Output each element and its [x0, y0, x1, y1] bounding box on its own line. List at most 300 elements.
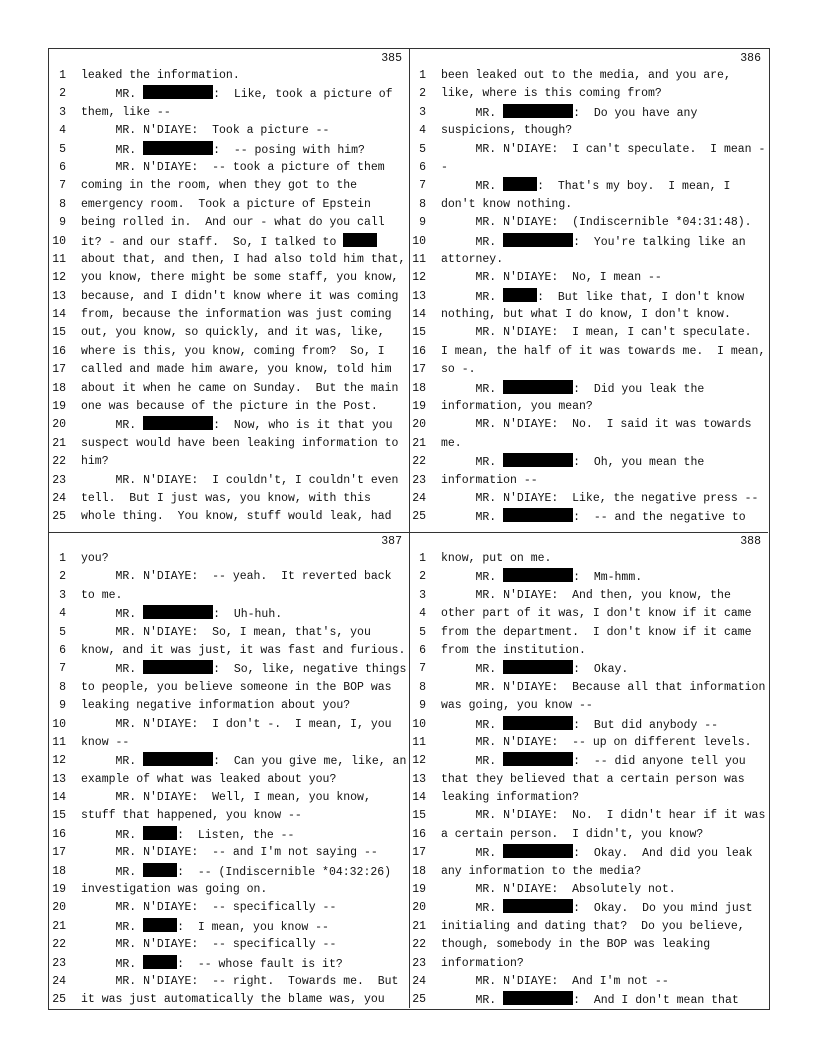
- transcript-page: [49, 49, 410, 533]
- line-number: 25: [52, 993, 66, 1007]
- line-number: 17: [412, 363, 426, 377]
- transcript-line: [49, 269, 409, 287]
- line-text: [441, 807, 765, 825]
- line-text-segment: other part of it was, I don't know if it came: [441, 607, 752, 621]
- transcript-line: [49, 398, 409, 416]
- line-text: [81, 844, 378, 862]
- line-text: [441, 918, 745, 936]
- line-number: 17: [52, 363, 66, 377]
- line-text: [81, 568, 392, 586]
- line-number: 17: [412, 846, 426, 860]
- line-text-segment: him?: [81, 455, 109, 469]
- redaction-box: [143, 955, 177, 969]
- line-number: 18: [52, 864, 66, 878]
- line-text-segment: out, you know, so quickly, and it was, like,: [81, 326, 385, 340]
- line-text-segment: : -- whose fault is it?: [177, 957, 343, 971]
- transcript-line: [49, 288, 409, 306]
- transcript-line: [49, 734, 409, 752]
- transcript-line: [409, 568, 768, 586]
- transcript-line: [409, 789, 768, 807]
- line-text-segment: MR. N'DIAYE: No. I said it was towards: [441, 418, 752, 432]
- line-number: 22: [412, 455, 426, 469]
- line-number: 1: [59, 69, 66, 82]
- line-text-segment: stuff that happened, you know --: [81, 809, 302, 823]
- line-text-segment: MR. N'DIAYE: No, I mean --: [441, 271, 662, 285]
- line-text-segment: leaking negative information about you?: [81, 699, 351, 713]
- line-text: [81, 716, 392, 734]
- line-text: [441, 697, 593, 715]
- transcript-line: [409, 398, 768, 416]
- transcript-line: [49, 67, 409, 85]
- transcript-line: [49, 550, 409, 568]
- transcript-line: [409, 642, 768, 660]
- line-text: [81, 955, 343, 973]
- transcript-line: [49, 361, 409, 379]
- line-text-segment: example of what was leaked about you?: [81, 772, 337, 786]
- transcript-line: [49, 177, 409, 195]
- line-text-segment: : Okay. And did you leak: [573, 847, 753, 861]
- line-text: [441, 214, 752, 232]
- transcript-line: [49, 642, 409, 660]
- line-text: [441, 844, 753, 862]
- transcript-line: [49, 214, 409, 232]
- line-number: 1: [419, 552, 426, 565]
- line-text-segment: you?: [81, 552, 109, 565]
- line-number: 24: [412, 491, 426, 505]
- line-text: [441, 734, 752, 752]
- line-number: 20: [52, 901, 66, 915]
- line-text: [81, 660, 406, 678]
- line-text: [441, 416, 752, 434]
- line-text: [81, 141, 365, 159]
- line-number: 13: [52, 289, 66, 303]
- line-text-segment: from, because the information was just coming: [81, 308, 392, 322]
- line-text: [441, 936, 710, 954]
- line-text: [81, 826, 294, 844]
- line-text-segment: you know, there might be some staff, you know,: [81, 271, 399, 285]
- line-text-segment: : Oh, you mean the: [573, 456, 705, 470]
- line-text-segment: MR.: [441, 106, 504, 120]
- line-number: 7: [419, 179, 426, 193]
- line-number: 14: [52, 791, 66, 805]
- transcript-line: [409, 550, 768, 568]
- line-text: [81, 159, 385, 177]
- line-text-segment: MR.: [441, 902, 504, 916]
- line-text: [81, 398, 378, 416]
- transcript-line: [49, 955, 409, 973]
- line-number: 14: [52, 308, 66, 322]
- line-number: 3: [419, 105, 426, 119]
- redaction-box: [143, 863, 177, 877]
- transcript-line: [49, 380, 409, 398]
- line-text-segment: them, like --: [81, 105, 171, 119]
- line-text-segment: : Okay.: [573, 663, 629, 677]
- line-text: [81, 196, 371, 214]
- transcript-line: [409, 826, 768, 844]
- line-text: [81, 288, 398, 306]
- transcript-line: [49, 899, 409, 917]
- line-text: [81, 642, 405, 660]
- line-number: 7: [59, 179, 66, 193]
- line-number: 16: [52, 344, 66, 358]
- line-text-segment: know, and it was just, it was fast and furious.: [81, 643, 406, 657]
- transcript-line: [409, 679, 768, 697]
- redaction-box: [503, 233, 573, 247]
- transcript-line: [409, 936, 768, 954]
- transcript-line: [409, 269, 768, 287]
- transcript-line: [409, 881, 768, 899]
- transcript-line: [49, 141, 409, 159]
- line-text: [441, 251, 503, 269]
- line-text: [441, 159, 448, 177]
- page-number: 386: [740, 52, 761, 65]
- redaction-box: [503, 288, 537, 302]
- line-text: [81, 550, 109, 568]
- line-number: 15: [52, 809, 66, 823]
- line-text: [81, 306, 392, 324]
- line-text: [81, 881, 267, 899]
- line-number: 22: [52, 455, 66, 469]
- transcript-line: [49, 306, 409, 324]
- transcript-line: [409, 918, 768, 936]
- transcript-line: [49, 453, 409, 471]
- transcript-line: [49, 122, 409, 140]
- transcript-line: [49, 159, 409, 177]
- transcript-line: [409, 214, 768, 232]
- transcript-line: [49, 587, 409, 605]
- line-text: [441, 177, 730, 195]
- line-text-segment: MR. N'DIAYE: -- specifically --: [81, 901, 337, 915]
- line-text-segment: : -- did anyone tell you: [573, 755, 746, 769]
- line-text-segment: MR. N'DIAYE: -- up on different levels.: [441, 735, 752, 749]
- line-text-segment: : Did you leak the: [573, 382, 705, 396]
- redaction-box: [143, 826, 177, 840]
- transcript-line: [409, 587, 768, 605]
- transcript-line: [49, 490, 409, 508]
- transcript-line: [409, 973, 768, 991]
- line-text-segment: MR.: [81, 419, 144, 433]
- transcript-line: [49, 752, 409, 770]
- line-number: 20: [412, 901, 426, 915]
- transcript-line: [49, 844, 409, 862]
- line-text: [441, 233, 746, 251]
- line-number: 23: [52, 473, 66, 487]
- line-number: 9: [59, 699, 66, 713]
- line-text: [81, 472, 398, 490]
- line-text: [441, 269, 662, 287]
- transcript-line: [49, 233, 409, 251]
- line-number: 23: [412, 473, 426, 487]
- line-text: [81, 918, 329, 936]
- line-text-segment: MR.: [441, 847, 504, 861]
- line-number: 13: [52, 772, 66, 786]
- line-text: [81, 973, 398, 991]
- line-text-segment: information --: [441, 473, 538, 487]
- transcript-line: [409, 899, 768, 917]
- transcript-line: [49, 679, 409, 697]
- line-text-segment: leaked the information.: [81, 69, 240, 82]
- line-text-segment: MR. N'DIAYE: Took a picture --: [81, 124, 330, 138]
- line-text-segment: MR.: [81, 88, 144, 102]
- line-text-segment: was going, you know --: [441, 699, 593, 713]
- transcript-line: [409, 85, 768, 103]
- transcript-line: [49, 973, 409, 991]
- redaction-box: [343, 233, 377, 247]
- line-text-segment: from the department. I don't know if it came: [441, 625, 752, 639]
- line-text-segment: : But did anybody --: [573, 718, 719, 732]
- line-text-segment: MR. N'DIAYE: So, I mean, that's, you: [81, 625, 371, 639]
- redaction-box: [143, 918, 177, 932]
- line-number: 6: [59, 643, 66, 657]
- line-text-segment: MR. N'DIAYE: -- yeah. It reverted back: [81, 570, 392, 584]
- line-text-segment: -: [441, 160, 448, 174]
- line-number: 2: [419, 87, 426, 101]
- line-text: [441, 642, 586, 660]
- line-number: 2: [59, 570, 66, 584]
- transcript-line: [49, 863, 409, 881]
- line-number: 15: [52, 326, 66, 340]
- line-text: [441, 380, 704, 398]
- line-text: [441, 490, 758, 508]
- line-text-segment: about that, and then, I had also told him that,: [81, 252, 406, 266]
- line-text-segment: : Do you have any: [573, 106, 698, 120]
- transcript-line: [409, 380, 768, 398]
- line-text: [441, 85, 662, 103]
- redaction-box: [143, 605, 213, 619]
- line-text-segment: investigation was going on.: [81, 883, 268, 897]
- line-text-segment: MR.: [81, 143, 144, 157]
- redaction-box: [143, 416, 213, 430]
- redaction-box: [503, 660, 573, 674]
- line-text: [81, 67, 240, 85]
- transcript-line: [409, 251, 768, 269]
- line-number: 4: [419, 124, 426, 138]
- line-text: [81, 605, 282, 623]
- line-text-segment: attorney.: [441, 252, 504, 266]
- line-number: 4: [59, 124, 66, 138]
- line-text-segment: tell. But I just was, you know, with this: [81, 491, 371, 505]
- line-text: [441, 660, 628, 678]
- line-text-segment: : Okay. Do you mind just: [573, 902, 753, 916]
- line-text: [441, 826, 703, 844]
- line-text: [441, 991, 739, 1008]
- transcript-line: [49, 660, 409, 678]
- line-number: 11: [412, 735, 426, 749]
- line-number: 19: [52, 400, 66, 414]
- transcript-line: [409, 306, 768, 324]
- line-text: [81, 122, 329, 140]
- line-text: [441, 361, 476, 379]
- line-text-segment: MR. N'DIAYE: I don't -. I mean, I, you: [81, 717, 392, 731]
- redaction-box: [503, 568, 573, 582]
- line-text: [81, 899, 336, 917]
- line-text-segment: leaking information?: [441, 791, 580, 805]
- line-text: [441, 587, 731, 605]
- transcript-line: [49, 251, 409, 269]
- transcript-line: [409, 844, 768, 862]
- line-text: [441, 679, 765, 697]
- transcript-line: [49, 196, 409, 214]
- transcript-line: [409, 324, 768, 342]
- line-number: 7: [419, 662, 426, 676]
- redaction-box: [143, 752, 213, 766]
- transcript-page: [409, 532, 768, 1008]
- transcript-line: [49, 771, 409, 789]
- redaction-box: [503, 104, 573, 118]
- line-number: 22: [52, 938, 66, 952]
- line-text-segment: : That's my boy. I mean, I: [537, 180, 731, 194]
- line-text-segment: know, put on me.: [441, 552, 552, 565]
- line-text-segment: : -- posing with him?: [213, 143, 365, 157]
- line-text-segment: : And I don't mean that: [573, 994, 739, 1008]
- transcript-page: [49, 532, 410, 1008]
- line-text-segment: : You're talking like an: [573, 235, 746, 249]
- transcript-line: [49, 991, 409, 1008]
- line-number: 6: [419, 643, 426, 657]
- line-text: [441, 568, 642, 586]
- line-text-segment: MR. N'DIAYE: -- took a picture of them: [81, 160, 385, 174]
- line-text-segment: MR. N'DIAYE: (Indiscernible *04:31:48).: [441, 216, 752, 230]
- line-text: [441, 955, 524, 973]
- line-text: [441, 324, 752, 342]
- line-text-segment: MR.: [441, 718, 504, 732]
- line-text: [81, 490, 371, 508]
- line-text-segment: don't know nothing.: [441, 197, 573, 211]
- line-text-segment: to me.: [81, 588, 123, 602]
- line-text: [81, 233, 377, 251]
- line-text-segment: MR.: [441, 511, 504, 525]
- line-number: 16: [412, 344, 426, 358]
- redaction-box: [503, 177, 537, 191]
- line-text-segment: MR.: [441, 290, 504, 304]
- line-text-segment: MR.: [81, 663, 144, 677]
- line-text: [81, 343, 385, 361]
- transcript-line: [49, 508, 409, 526]
- line-text-segment: MR. N'DIAYE: Because all that information: [441, 680, 766, 694]
- line-text: [81, 214, 385, 232]
- line-text: [441, 453, 704, 471]
- transcript-line: [49, 789, 409, 807]
- line-number: 8: [59, 680, 66, 694]
- line-number: 19: [412, 883, 426, 897]
- line-text-segment: I mean, the half of it was towards me. I mean,: [441, 344, 766, 358]
- line-number: 11: [52, 252, 66, 266]
- line-text: [441, 435, 462, 453]
- line-number: 11: [52, 735, 66, 749]
- line-text-segment: MR.: [441, 663, 504, 677]
- line-text-segment: MR.: [81, 865, 144, 879]
- line-text-segment: MR.: [441, 994, 504, 1008]
- line-text-segment: : Now, who is it that you: [213, 419, 393, 433]
- transcript-line: [409, 177, 768, 195]
- line-text-segment: MR.: [81, 920, 144, 934]
- line-text-segment: : Like, took a picture of: [213, 88, 393, 102]
- transcript-line: [49, 716, 409, 734]
- line-text: [441, 306, 731, 324]
- line-text: [81, 936, 336, 954]
- line-text-segment: though, somebody in the BOP was leaking: [441, 938, 711, 952]
- transcript-line: [49, 605, 409, 623]
- line-text-segment: MR.: [81, 957, 144, 971]
- redaction-box: [503, 844, 573, 858]
- line-text-segment: MR. N'DIAYE: No. I didn't hear if it was: [441, 809, 766, 823]
- transcript-line: [409, 122, 768, 140]
- line-text: [81, 587, 122, 605]
- line-text: [81, 697, 350, 715]
- transcript-line: [49, 343, 409, 361]
- line-number: 4: [59, 607, 66, 621]
- line-text: [81, 361, 392, 379]
- line-number: 11: [412, 252, 426, 266]
- line-text: [441, 141, 765, 159]
- line-text: [81, 177, 357, 195]
- line-text-segment: nothing, but what I do know, I don't know.: [441, 308, 731, 322]
- line-number: 5: [419, 142, 426, 156]
- redaction-box: [143, 85, 213, 99]
- line-text-segment: MR. N'DIAYE: Absolutely not.: [441, 883, 676, 897]
- line-number: 3: [59, 105, 66, 119]
- line-number: 8: [419, 197, 426, 211]
- line-number: 24: [52, 974, 66, 988]
- transcript-line: [49, 435, 409, 453]
- line-text-segment: suspect would have been leaking information to: [81, 436, 399, 450]
- line-number: 25: [412, 993, 426, 1007]
- line-number: 10: [412, 234, 426, 248]
- line-text-segment: : So, like, negative things: [213, 663, 407, 677]
- line-number: 4: [419, 607, 426, 621]
- transcript-line: [409, 453, 768, 471]
- line-text-segment: suspicions, though?: [441, 124, 573, 138]
- line-number: 13: [412, 772, 426, 786]
- line-number: 21: [52, 436, 66, 450]
- line-text: [441, 624, 752, 642]
- line-text: [81, 679, 392, 697]
- line-number: 8: [419, 680, 426, 694]
- line-number: 12: [52, 271, 66, 285]
- line-text-segment: about it when he came on Sunday. But the main: [81, 381, 399, 395]
- line-text: [441, 899, 753, 917]
- line-text-segment: : Uh-huh.: [213, 608, 283, 622]
- transcript-line: [409, 605, 768, 623]
- line-number: 19: [412, 400, 426, 414]
- line-number: 9: [419, 216, 426, 230]
- line-text-segment: MR.: [441, 456, 504, 470]
- line-text-segment: to people, you believe someone in the BOP was: [81, 680, 392, 694]
- line-number: 13: [412, 289, 426, 303]
- transcript-line: [49, 826, 409, 844]
- line-text: [81, 251, 405, 269]
- line-text-segment: : -- and the negative to: [573, 511, 746, 525]
- line-number: 24: [52, 491, 66, 505]
- line-text-segment: a certain person. I didn't, you know?: [441, 827, 704, 841]
- line-text: [81, 789, 371, 807]
- line-number: 18: [52, 381, 66, 395]
- line-text: [441, 973, 669, 991]
- transcript-line: [409, 196, 768, 214]
- transcript-line: [409, 624, 768, 642]
- transcript-line: [49, 807, 409, 825]
- transcript-sheet: [48, 48, 770, 1010]
- line-number: 22: [412, 938, 426, 952]
- line-text-segment: MR. N'DIAYE: And then, you know, the: [441, 588, 731, 602]
- redaction-box: [503, 752, 573, 766]
- line-number: 2: [419, 570, 426, 584]
- line-text: [81, 624, 371, 642]
- line-text: [81, 991, 385, 1008]
- line-number: 20: [52, 418, 66, 432]
- line-text: [441, 863, 641, 881]
- line-number: 18: [412, 864, 426, 878]
